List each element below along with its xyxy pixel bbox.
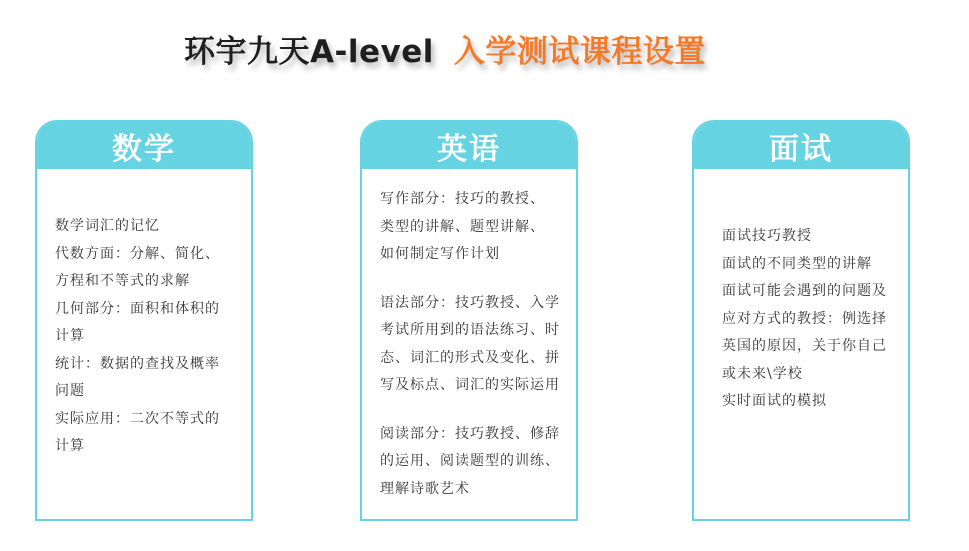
interview-card xyxy=(692,120,910,521)
page-title xyxy=(184,28,706,68)
english-card-heading: 英语 xyxy=(362,122,576,169)
math-card-heading: 数学 xyxy=(37,122,251,169)
title-main: 环宇九天A-level xyxy=(184,33,434,70)
english-grammar-section: 语法部分：技巧教授、入学 考试所用到的语法练习、时 态、词汇的形式及变化、拼 写及标点、词汇的实际运用 xyxy=(380,294,560,393)
interview-card-body xyxy=(694,169,908,416)
math-card xyxy=(35,120,253,521)
english-reading-section: 阅读部分：技巧教授、修辞 的运用、阅读题型的训练、 理解诗歌艺术 xyxy=(380,425,560,497)
math-content: 数学词汇的记忆 代数方面：分解、简化、 方程和不等式的求解 几何部分：面积和体积的 计算 统计：数据的查找及概率 问题 实际应用：二次不等式的 计算 xyxy=(55,218,220,454)
math-card-body xyxy=(37,169,251,461)
interview-content: 面试技巧教授 面试的不同类型的讲解 面试可能会遇到的问题及 应对方式的教授：例选择 英国的原因，关于你自己 或未来\学校 实时面试的模拟 xyxy=(722,228,887,409)
english-card-body xyxy=(362,169,576,503)
english-writing-section: 写作部分：技巧的教授、 类型的讲解、题型讲解、 如何制定写作计划 xyxy=(380,191,545,262)
interview-card-heading: 面试 xyxy=(694,122,908,169)
english-card xyxy=(360,120,578,521)
title-accent: 入学测试课程设置 xyxy=(453,33,706,70)
